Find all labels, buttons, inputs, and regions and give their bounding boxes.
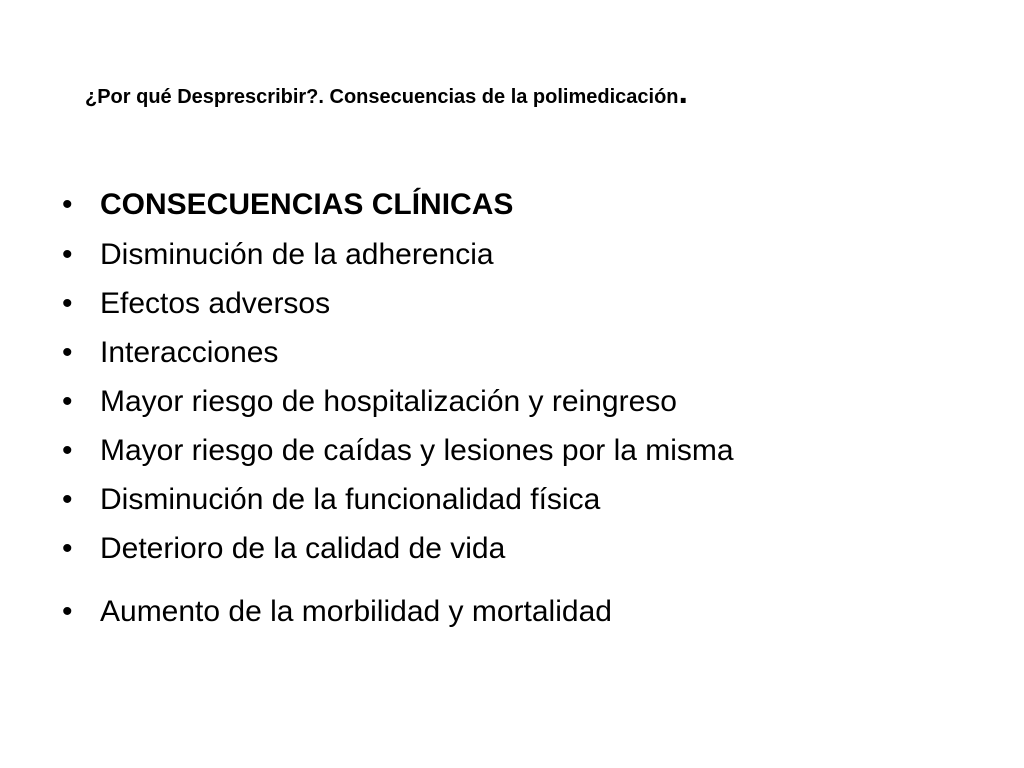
slide-title-text: ¿Por qué Desprescribir?. Consecuencias de la polimedicación: [85, 86, 679, 108]
bullet-text: Mayor riesgo de hospitalización y reingreso: [100, 385, 677, 418]
bullet-marker: •: [62, 336, 73, 369]
bullet-item: [62, 482, 600, 518]
slide-title: [85, 73, 688, 111]
bullet-item: [62, 237, 494, 273]
bullet-marker: •: [62, 287, 73, 320]
bullet-text: Interacciones: [100, 336, 279, 369]
bullet-text: CONSECUENCIAS CLÍNICAS: [100, 188, 514, 221]
slide-title-period: .: [678, 73, 688, 111]
bullet-text: Mayor riesgo de caídas y lesiones por la misma: [100, 434, 734, 467]
bullet-text: Aumento de la morbilidad y mortalidad: [100, 595, 612, 628]
bullet-marker: •: [62, 385, 73, 418]
bullet-marker: •: [62, 188, 73, 221]
bullet-text: Disminución de la funcionalidad física: [100, 483, 601, 516]
bullet-item: [62, 433, 734, 469]
bullet-item: [62, 335, 278, 371]
bullet-item: [62, 286, 330, 322]
bullet-text: Efectos adversos: [100, 287, 331, 320]
bullet-marker: •: [62, 532, 73, 565]
bullet-marker: •: [62, 238, 73, 271]
bullet-marker: •: [62, 595, 73, 628]
bullet-item: [62, 384, 677, 420]
bullet-text: Disminución de la adherencia: [100, 238, 494, 271]
bullet-marker: •: [62, 434, 73, 467]
bullet-item: [62, 594, 612, 630]
bullet-item-heading: [62, 187, 513, 223]
bullet-text: Deterioro de la calidad de vida: [100, 532, 506, 565]
bullet-item: [62, 531, 505, 567]
bullet-marker: •: [62, 483, 73, 516]
